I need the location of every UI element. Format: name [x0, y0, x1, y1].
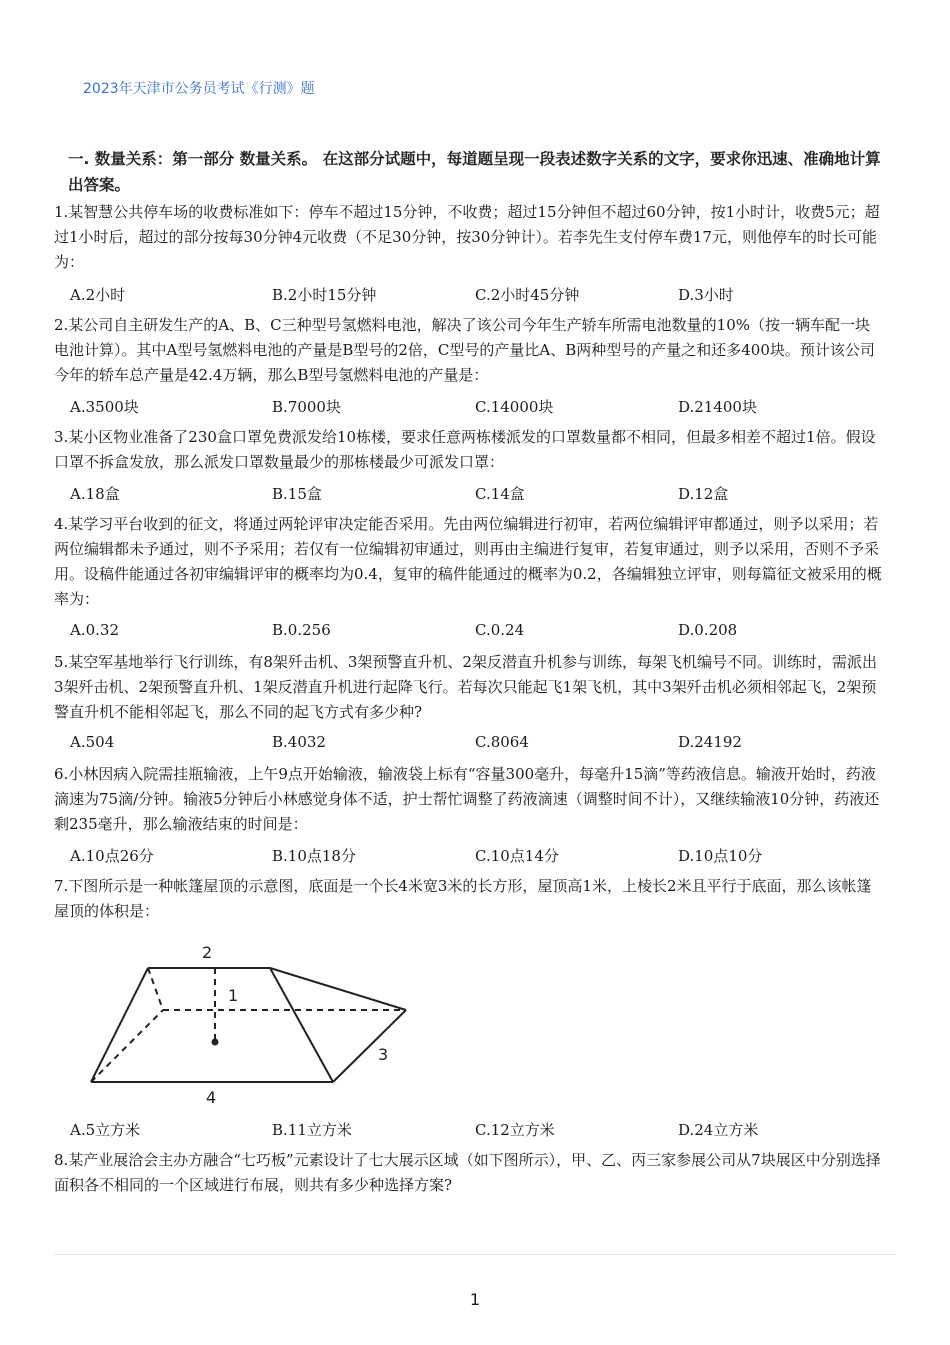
footer-divider	[54, 1254, 896, 1255]
option-a: A.10点26分	[70, 847, 154, 865]
option-c: C.12立方米	[475, 1121, 555, 1139]
question-5: 5.某空军基地举行飞行训练，有8架歼击机、3架预警直升机、2架反潜直升机参与训练，每架飞机编号不同。训练时，需派出3架歼击机、2架预警直升机、1架反潜直升机进行起降飞行。若每次只能起飞1架飞机，其中3架歼击机必须相邻起飞，2架预警直升机不能相邻起飞，那么不同的起飞方式有多少种?	[54, 653, 877, 721]
option-c: C.2小时45分钟	[475, 286, 580, 304]
side-edge	[333, 1010, 406, 1082]
option-b: B.10点18分	[272, 847, 356, 865]
option-a: A.504	[70, 733, 115, 751]
tent-roof-diagram	[80, 938, 420, 1113]
option-b: B.4032	[272, 733, 326, 751]
option-c: C.14000块	[475, 398, 554, 416]
section-heading: 一. 数量关系：第一部分 数量关系。 在这部分试题中，每道题呈现一段表述数字关系的文字，要求你迅速、准确地计算出答案。	[68, 150, 881, 194]
option-b: B.0.256	[272, 621, 331, 639]
option-c: C.0.24	[475, 621, 525, 639]
question-2: 2.某公司自主研发生产的A、B、C三种型号氢燃料电池，解决了该公司今年生产轿车所需电池数量的10%（按一辆车配一块电池计算）。其中A型号氢燃料电池的产量是B型号的2倍，C型号的产量比A、B两种型号的产量之和还多400块。预计该公司今年的轿车总产量是42.4万辆，那么B型号氢燃料电池的产量是：	[54, 316, 875, 384]
option-a: A.2小时	[70, 286, 126, 304]
question-1: 1.某智慧公共停车场的收费标准如下：停车不超过15分钟，不收费；超过15分钟但不超过60分钟，按1小时计，收费5元；超过1小时后，超过的部分按每30分钟4元收费（不足30分钟，按30分钟计）。若李先生支付停车费17元，则他停车的时长可能为：	[54, 203, 880, 271]
label-ridge: 2	[202, 943, 213, 962]
label-height: 1	[228, 986, 239, 1005]
question-2-options	[70, 396, 890, 420]
base-center-point	[212, 1039, 219, 1046]
label-side: 3	[378, 1045, 389, 1064]
option-a: A.18盒	[70, 485, 120, 503]
front-left-edge	[91, 968, 148, 1082]
question-8: 8.某产业展洽会主办方融合“七巧板”元素设计了七大展示区域（如下图所示），甲、乙、丙三家参展公司从7块展区中分别选择面积各不相同的一个区域进行布展，则共有多少种选择方案?	[54, 1151, 881, 1194]
document-title: 2023年天津市公务员考试《行测》题	[83, 81, 315, 97]
question-7: 7.下图所示是一种帐篷屋顶的示意图，底面是一个长4米宽3米的长方形，屋顶高1米，上棱长2米且平行于底面，那么该帐篷屋顶的体积是：	[54, 877, 872, 920]
option-d: D.10点10分	[678, 847, 763, 865]
question-7-options	[70, 1119, 890, 1143]
option-c: C.10点14分	[475, 847, 559, 865]
question-3-options	[70, 483, 890, 507]
option-d: D.0.208	[678, 621, 738, 639]
question-1-options	[70, 284, 890, 308]
question-3: 3.某小区物业准备了230盒口罩免费派发给10栋楼，要求任意两栋楼派发的口罩数量都不相同，但最多相差不超过1倍。假设口罩不拆盒发放，那么派发口罩数量最少的那栋楼最少可派发口罩：	[54, 428, 876, 471]
question-4: 4.某学习平台收到的征文，将通过两轮评审决定能否采用。先由两位编辑进行初审，若两位编辑评审都通过，则予以采用；若两位编辑都未予通过，则不予采用；若仅有一位编辑初审通过，则再由主编进行复审，若复审通过，则予以采用，否则不予采用。设稿件能通过各初审编辑评审的概率均为0.4，复审的稿件能通过的概率为0.2，各编辑独立评审，则每篇征文被采用的概率为：	[54, 515, 882, 608]
hidden-edge-ridge-back	[148, 968, 163, 1010]
option-d: D.24192	[678, 733, 742, 751]
option-c: C.8064	[475, 733, 529, 751]
option-a: A.3500块	[70, 398, 139, 416]
option-d: D.21400块	[678, 398, 757, 416]
question-6-options	[70, 845, 890, 869]
option-d: D.24立方米	[678, 1121, 759, 1139]
question-4-options	[70, 621, 890, 645]
option-d: D.12盒	[678, 485, 729, 503]
option-b: B.7000块	[272, 398, 341, 416]
option-b: B.11立方米	[272, 1121, 352, 1139]
option-a: A.5立方米	[70, 1121, 141, 1139]
hidden-edge-left	[91, 1010, 163, 1082]
option-d: D.3小时	[678, 286, 734, 304]
label-bottom: 4	[206, 1088, 217, 1107]
option-c: C.14盒	[475, 485, 525, 503]
question-6: 6.小林因病入院需挂瓶输液，上午9点开始输液，输液袋上标有“容量300毫升，每毫升15滴”等药液信息。输液开始时，药液滴速为75滴/分钟。输液5分钟后小林感觉身体不适，护士帮忙调整了药液滴速（调整时间不计），又继续输液10分钟，药液还剩235毫升，那么输液结束的时间是：	[54, 765, 880, 833]
question-5-options	[70, 733, 890, 757]
option-b: B.2小时15分钟	[272, 286, 377, 304]
page-number: 1	[469, 1290, 481, 1309]
option-a: A.0.32	[70, 621, 119, 639]
option-b: B.15盒	[272, 485, 322, 503]
